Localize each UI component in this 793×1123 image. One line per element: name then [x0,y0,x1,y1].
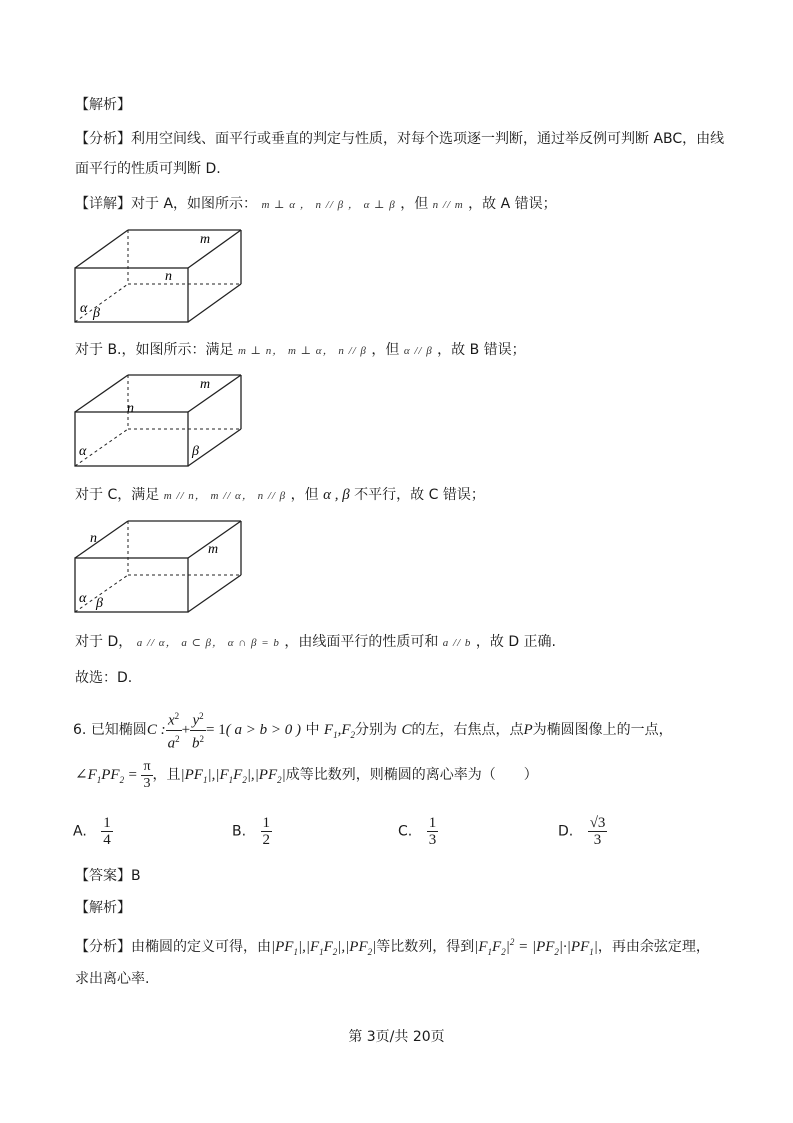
fig-b-label-n: n [127,401,134,416]
box-figure-a [72,226,252,326]
detail-c-suffix: 不平行，故 C 错误； [354,487,485,503]
q6-number: 6. [73,722,87,739]
q6-ellipse-c: C : [146,722,166,739]
q6-angle: $\angle F_1PF_2$ [75,767,125,785]
detail-d-conditions: a // α， a ⊂ β， α ∩ β = b [136,637,280,649]
detail-b-conclusion: α // β [403,345,433,357]
fig-c-label-beta: β [96,596,103,611]
analysis-line-1: 【分析】利用空间线、面平行或垂直的判定与性质，对每个选项逐一判断，通过举反例可判断 ABC，由线 [75,131,725,147]
q6-sequence: $|PF_1|,|F_1F_2|,|PF_2|$ [180,767,286,785]
q6-eq-rhs: = 1 [206,722,226,739]
detail-case-c [75,485,485,506]
fig-a-label-beta: β [93,306,100,321]
q6-frac-y: $\frac{y^2}{b^2}$ [190,708,206,752]
q6-text-6: ，且 [152,767,181,783]
option-c-fraction: $\frac{1}{3}$ [428,815,437,848]
detail-case-b [75,340,526,361]
detail-case-a [75,194,557,215]
analysis-2-line-2: 求出离心率. [75,971,150,987]
detail-b-conditions: m ⊥ n， m ⊥ α， n // β [237,345,367,357]
analysis-2-sequence: $|PF_1|,|F_1F_2|,|PF_2|$ [271,939,377,957]
q6-p: P [523,722,533,739]
fig-a-label-m: m [200,232,211,247]
fig-b-label-m: m [200,377,211,392]
fig-c-label-alpha: α [79,591,87,606]
detail-c-conditions: m // n， m // α， n // β [163,490,287,502]
detail-a-conclusion: n // m [432,199,464,211]
question-6-line-1: 6. 已知椭圆C : $\frac{x^2}{a^2}$ + $\frac{y^2}{b^2}$ = 1( a > b > 0 ) 中 $F_1,F_2$分别为 C的左，右焦点，点P为椭圆图像上的一点， [73,708,673,742]
answer-line: 【答案】B [75,868,141,884]
fig-b-label-beta: β [192,444,199,459]
q6-text-1: 已知椭圆 [90,722,147,739]
q6-text-7: 成等比数列，则椭圆的离心率为（ ） [285,767,538,783]
option-d[interactable]: D. $\frac{√3}{3}$ [558,815,606,848]
box-figure-c [72,518,252,618]
q6-text-4: 的左，右焦点，点 [411,722,524,739]
question-6-line-2: $\angle F_1PF_2$ = $\frac{\pi}{3}$ ，且$|PF_1|,|F_1F_2|,|PF_2|$成等比数列，则椭圆的离心率为（ ） [75,758,538,791]
solution-heading: 【解析】 [75,97,131,113]
detail-d-mid: ，由线面平行的性质可和 [284,634,439,650]
q6-text-5: 为椭圆图像上的一点， [532,722,673,739]
q6-frac-x: $\frac{x^2}{a^2}$ [166,708,182,752]
fig-c-label-n: n [90,531,97,546]
detail-d-conclusion: a // b [442,637,472,649]
option-a-fraction: $\frac{1}{4}$ [103,815,111,848]
detail-c-mid: ，但 [290,487,319,503]
detail-a-mid: ，但 [400,196,429,212]
page-footer: 第 3页/共 20页 [348,1029,445,1045]
detail-case-d [75,632,556,653]
option-b[interactable]: B. $\frac{1}{2}$ [232,815,271,848]
detail-c-prefix: 对于 C，满足 [75,487,160,503]
q6-condition: ( a > b > 0 ) [225,722,301,739]
detail-b-mid: ，但 [371,342,400,358]
analysis-line-2: 面平行的性质可判断 D. [75,161,221,177]
q6-text-2: 中 [305,722,320,739]
box-figure-b [72,372,252,472]
detail-c-conclusion: α , β [323,487,350,503]
option-a[interactable]: A. $\frac{1}{4}$ [73,815,111,848]
solution-heading-2: 【解析】 [75,900,131,916]
q6-foci: $F_1,F_2$ [323,722,355,741]
analysis-2-line-1: 【分析】由椭圆的定义可得，由$|PF_1|,|F_1F_2|,|PF_2|$等比数列，得到$|F_1F_2|^2 = |PF_2|\cdot|PF_1|$，再由余弦定理， [75,937,710,957]
fig-c-label-m: m [208,542,219,557]
detail-a-prefix: 【详解】对于 A，如图所示： [75,196,258,212]
option-c[interactable]: C. $\frac{1}{3}$ [398,815,437,848]
detail-d-prefix: 对于 D， [75,634,133,650]
detail-d-suffix: ，故 D 正确. [475,634,557,650]
q6-c: C [401,722,412,739]
analysis-2-equation: $|F_1F_2|^2 = |PF_2|\cdot|PF_1|$ [474,937,598,957]
detail-a-suffix: ，故 A 错误； [468,196,557,212]
q6-frac-pi-3: $\frac{\pi}{3}$ [143,758,151,791]
option-d-fraction: $\frac{√3}{3}$ [589,815,606,848]
fig-a-label-alpha: α [80,301,88,316]
detail-a-conditions: m ⊥ α ， n // β ， α ⊥ β [261,199,396,211]
fig-b-label-alpha: α [79,444,87,459]
detail-b-prefix: 对于 B.，如图所示：满足 [75,342,234,358]
option-b-fraction: $\frac{1}{2}$ [262,815,271,848]
choose-d-line: 故选：D. [75,670,133,686]
detail-b-suffix: ，故 B 错误； [437,342,526,358]
q6-text-3: 分别为 [354,722,397,739]
fig-a-label-n: n [165,269,172,284]
